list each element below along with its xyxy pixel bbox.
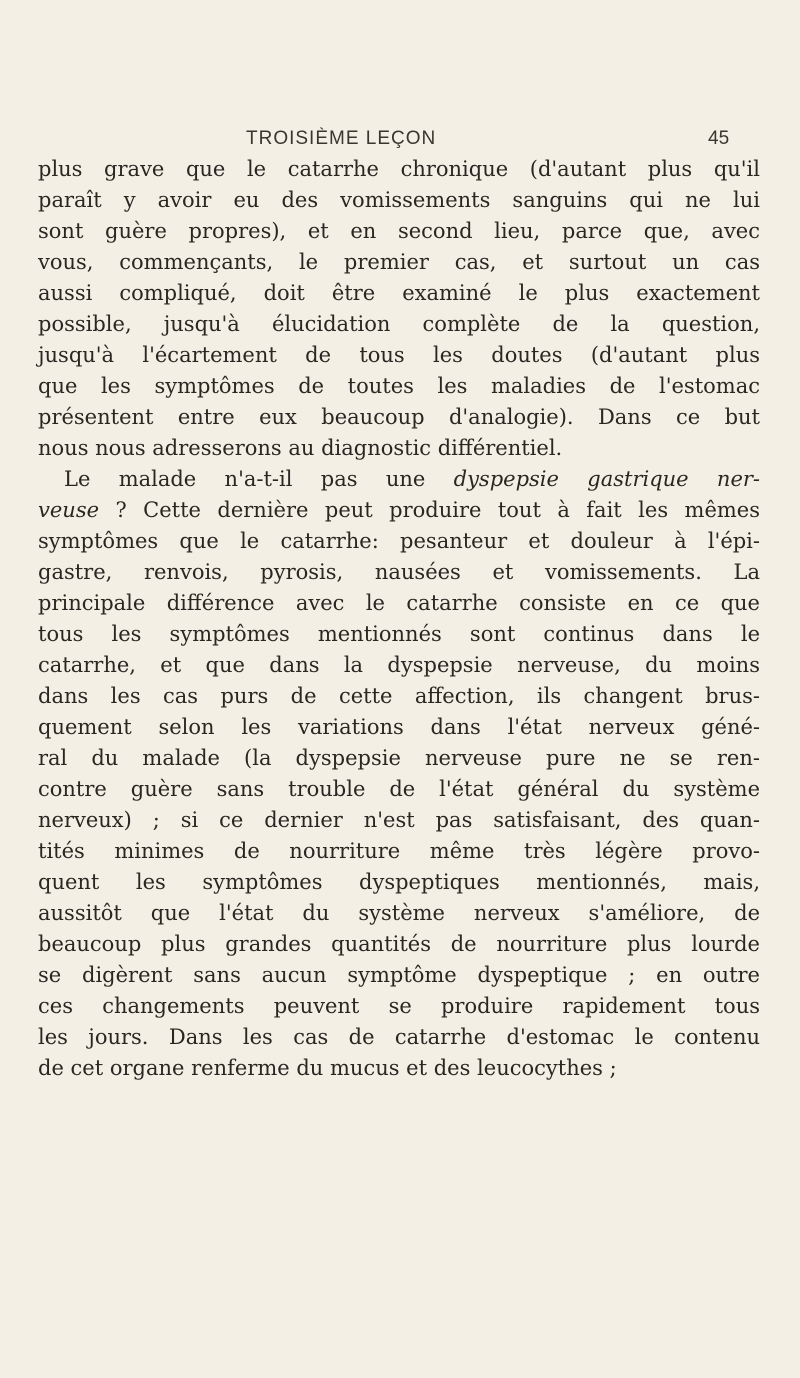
text-run: Le malade n'a-t-il pas une	[64, 467, 454, 491]
text-line: tités minimes de nourriture même très légère provo-	[38, 839, 760, 863]
page-number: 45	[708, 128, 730, 149]
text-line: dans les cas purs de cette affection, ils changent brus-	[38, 684, 760, 708]
text-line: ral du malade (la dyspepsie nerveuse pure ne se ren-	[38, 746, 760, 770]
text-line: contre guère sans trouble de l'état général du système	[38, 777, 760, 801]
body-text	[38, 154, 760, 1084]
text-line: ces changements peuvent se produire rapidement tous	[38, 994, 760, 1018]
text-line: que les symptômes de toutes les maladies de l'estomac	[38, 374, 760, 398]
text-line: quement selon les variations dans l'état nerveux géné-	[38, 715, 760, 739]
text-line: possible, jusqu'à élucidation complète de la question,	[38, 312, 760, 336]
text-line: aussi compliqué, doit être examiné le plus exactement	[38, 281, 760, 305]
text-line: catarrhe, et que dans la dyspepsie nerveuse, du moins	[38, 653, 760, 677]
text-line: sont guère propres), et en second lieu, parce que, avec	[38, 219, 760, 243]
text-line: quent les symptômes dyspeptiques mentionnés, mais,	[38, 870, 760, 894]
text-line: gastre, renvois, pyrosis, nausées et vomissements. La	[38, 560, 760, 584]
text-line: principale différence avec le catarrhe consiste en ce que	[38, 591, 760, 615]
text-line: symptômes que le catarrhe: pesanteur et douleur à l'épi-	[38, 529, 760, 553]
text-line: nous nous adresserons au diagnostic différentiel.	[38, 436, 563, 460]
text-line: plus grave que le catarrhe chronique (d'autant plus qu'il	[38, 157, 760, 181]
italic-term: veuse	[38, 498, 100, 522]
text-line: nerveux) ; si ce dernier n'est pas satisfaisant, des quan-	[38, 808, 760, 832]
text-line	[38, 495, 760, 526]
text-line: jusqu'à l'écartement de tous les doutes (d'autant plus	[38, 343, 760, 367]
text-line: paraît y avoir eu des vomissements sanguins qui ne lui	[38, 188, 760, 212]
text-line: présentent entre eux beaucoup d'analogie). Dans ce but	[38, 405, 760, 429]
text-line: beaucoup plus grandes quantités de nourriture plus lourde	[38, 932, 760, 956]
running-title: TROISIÈME LEÇON	[246, 128, 437, 149]
text-line	[38, 464, 760, 495]
text-line: se digèrent sans aucun symptôme dyspeptique ; en outre	[38, 963, 760, 987]
text-line: aussitôt que l'état du système nerveux s'améliore, de	[38, 901, 760, 925]
italic-term: dyspepsie gastrique ner-	[453, 467, 760, 491]
text-line: de cet organe renferme du mucus et des leucocythes ;	[38, 1056, 617, 1080]
text-line: tous les symptômes mentionnés sont continus dans le	[38, 622, 760, 646]
text-line: les jours. Dans les cas de catarrhe d'estomac le contenu	[38, 1025, 760, 1049]
text-line: vous, commençants, le premier cas, et surtout un cas	[38, 250, 760, 274]
text-run: ? Cette dernière peut produire tout à fait les mêmes	[99, 498, 760, 522]
